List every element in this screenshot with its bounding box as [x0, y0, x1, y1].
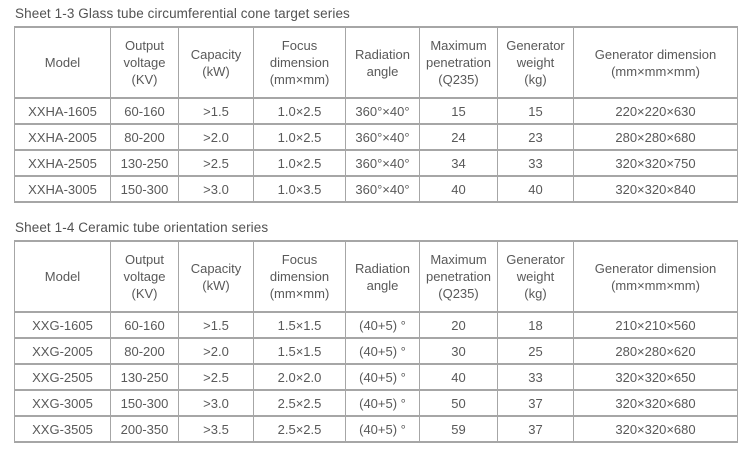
table-cell: 1.0×2.5: [254, 98, 346, 124]
table-cell: 320×320×680: [574, 390, 738, 416]
table-cell: 60-160: [111, 312, 179, 338]
table-cell: 50: [420, 390, 498, 416]
table-cell: >3.0: [179, 176, 254, 202]
table-cell: 130-250: [111, 364, 179, 390]
table-cell: XXG-2005: [15, 338, 111, 364]
table-cell: >3.5: [179, 416, 254, 442]
column-header: Output voltage (KV): [111, 241, 179, 312]
table-cell: 33: [498, 150, 574, 176]
table-cell: 37: [498, 390, 574, 416]
header-row: [15, 241, 738, 312]
column-header: Output voltage (KV): [111, 27, 179, 98]
table-cell: >2.0: [179, 124, 254, 150]
table-cell: 280×280×620: [574, 338, 738, 364]
sheet-1-3-title: Sheet 1-3 Glass tube circumferential cone target series: [15, 6, 350, 21]
table-cell: 40: [420, 364, 498, 390]
table-cell: 20: [420, 312, 498, 338]
table-cell: 33: [498, 364, 574, 390]
table-row: [15, 312, 738, 338]
table-cell: XXG-3505: [15, 416, 111, 442]
column-header: Capacity (kW): [179, 27, 254, 98]
table-cell: 150-300: [111, 176, 179, 202]
glass-tube-spec-table: [14, 26, 738, 203]
column-header: Generator weight (kg): [498, 241, 574, 312]
header-row: [15, 27, 738, 98]
table-cell: 360°×40°: [346, 176, 420, 202]
sheet-1-3-section: [14, 6, 737, 203]
table-cell: 280×280×680: [574, 124, 738, 150]
table-cell: 80-200: [111, 338, 179, 364]
table-cell: XXHA-3005: [15, 176, 111, 202]
column-header: Generator dimension (mm×mm×mm): [574, 27, 738, 98]
table-cell: >2.5: [179, 150, 254, 176]
table-cell: 360°×40°: [346, 98, 420, 124]
table-cell: 60-160: [111, 98, 179, 124]
table-cell: 1.5×1.5: [254, 312, 346, 338]
table-cell: XXG-3005: [15, 390, 111, 416]
table-cell: 2.5×2.5: [254, 416, 346, 442]
table-cell: 34: [420, 150, 498, 176]
table-cell: 360°×40°: [346, 124, 420, 150]
table-cell: 220×220×630: [574, 98, 738, 124]
column-header: Maximum penetration (Q235): [420, 27, 498, 98]
table-cell: 24: [420, 124, 498, 150]
table-cell: >2.5: [179, 364, 254, 390]
table-cell: 150-300: [111, 390, 179, 416]
table-cell: XXG-2505: [15, 364, 111, 390]
table-cell: 1.0×3.5: [254, 176, 346, 202]
table-cell: 18: [498, 312, 574, 338]
table-cell: 2.5×2.5: [254, 390, 346, 416]
table-cell: 210×210×560: [574, 312, 738, 338]
column-header: Radiation angle: [346, 27, 420, 98]
ceramic-tube-spec-table: [14, 240, 738, 443]
column-header: Generator dimension (mm×mm×mm): [574, 241, 738, 312]
sheet-1-4-title: Sheet 1-4 Ceramic tube orientation series: [15, 220, 269, 235]
table-cell: >1.5: [179, 98, 254, 124]
table-cell: 80-200: [111, 124, 179, 150]
table-cell: 40: [498, 176, 574, 202]
table-row: [15, 364, 738, 390]
column-header: Generator weight (kg): [498, 27, 574, 98]
table-cell: 15: [498, 98, 574, 124]
column-header: Focus dimension (mm×mm): [254, 241, 346, 312]
table-cell: 1.0×2.5: [254, 124, 346, 150]
table-cell: XXHA-1605: [15, 98, 111, 124]
column-header: Model: [15, 27, 111, 98]
column-header: Maximum penetration (Q235): [420, 241, 498, 312]
table-cell: 40: [420, 176, 498, 202]
table-row: [15, 176, 738, 202]
column-header: Model: [15, 241, 111, 312]
table-cell: 30: [420, 338, 498, 364]
table-cell: 23: [498, 124, 574, 150]
table-cell: 37: [498, 416, 574, 442]
column-header: Focus dimension (mm×mm): [254, 27, 346, 98]
table-row: [15, 98, 738, 124]
table-cell: (40+5) °: [346, 390, 420, 416]
table-cell: 320×320×650: [574, 364, 738, 390]
table-cell: 320×320×750: [574, 150, 738, 176]
table-cell: 200-350: [111, 416, 179, 442]
column-header: Capacity (kW): [179, 241, 254, 312]
table-cell: 25: [498, 338, 574, 364]
table-cell: (40+5) °: [346, 312, 420, 338]
table-cell: XXHA-2005: [15, 124, 111, 150]
table-cell: 320×320×840: [574, 176, 738, 202]
table-cell: (40+5) °: [346, 338, 420, 364]
table-cell: 59: [420, 416, 498, 442]
table-cell: XXG-1605: [15, 312, 111, 338]
table-cell: 360°×40°: [346, 150, 420, 176]
table-row: [15, 338, 738, 364]
table-cell: (40+5) °: [346, 416, 420, 442]
table-row: [15, 124, 738, 150]
sheet-1-4-section: [14, 220, 737, 443]
column-header: Radiation angle: [346, 241, 420, 312]
table-cell: 320×320×680: [574, 416, 738, 442]
table-cell: 15: [420, 98, 498, 124]
table-row: [15, 416, 738, 442]
table-cell: 1.5×1.5: [254, 338, 346, 364]
table-cell: 130-250: [111, 150, 179, 176]
table-cell: >3.0: [179, 390, 254, 416]
table-cell: XXHA-2505: [15, 150, 111, 176]
table-cell: >2.0: [179, 338, 254, 364]
table-row: [15, 390, 738, 416]
table-cell: >1.5: [179, 312, 254, 338]
table-cell: 1.0×2.5: [254, 150, 346, 176]
table-row: [15, 150, 738, 176]
table-cell: (40+5) °: [346, 364, 420, 390]
table-cell: 2.0×2.0: [254, 364, 346, 390]
